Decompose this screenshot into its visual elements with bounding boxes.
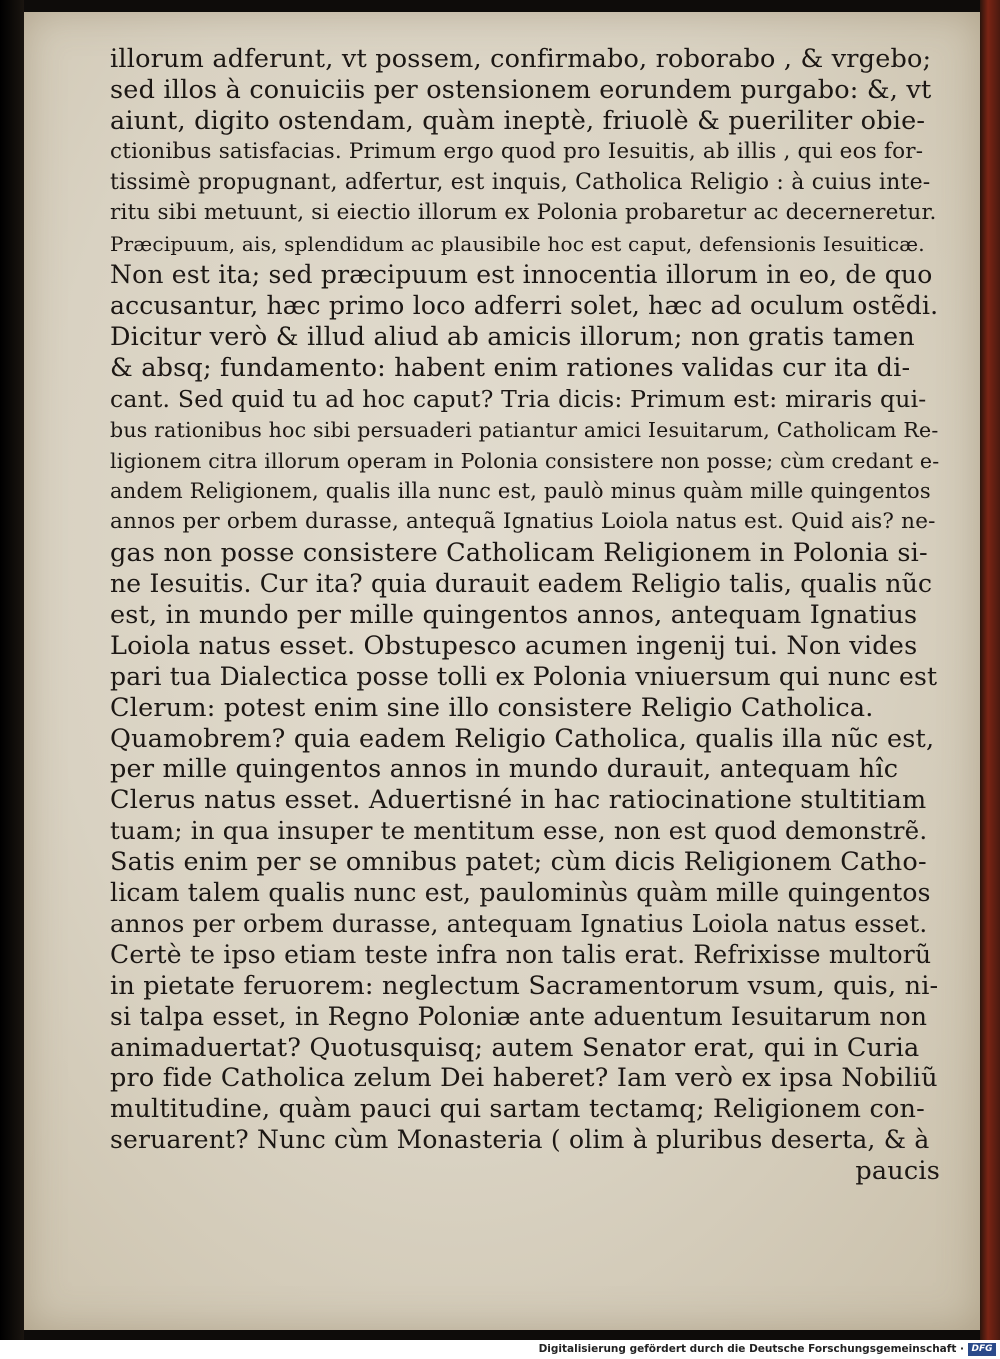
book-spine-edge (980, 0, 1000, 1340)
text-line: Non est ita; sed præcipuum est innocentia illorum in eo, de quo (110, 260, 933, 290)
footer-bar (0, 1340, 1000, 1359)
text-line: pari tua Dialectica posse tolli ex Polonia vniuersum qui nunc est (110, 661, 938, 691)
dfg-logo: DFG (968, 1343, 996, 1356)
text-line: aiunt, digito ostendam, quàm ineptè, friuolè & pueriliter obie- (110, 105, 926, 136)
text-line: multitudine, quàm pauci qui sartam tectamq; Religionem con- (110, 1094, 925, 1125)
text-line: accusantur, hæc primo loco adferri solet, hæc ad oculum ostẽdi. (110, 291, 939, 321)
text-line: sed illos à conuiciis per ostensionem eorundem purgabo: &, vt (110, 74, 932, 105)
funding-notice: Digitalisierung gefördert durch die Deutsche Forschungsgemeinschaft · (538, 1343, 964, 1355)
page-text-block (110, 44, 940, 1187)
text-line: ligionem citra illorum operam in Polonia consistere non posse; cùm credant e- (110, 448, 940, 473)
text-line: animaduertat? Quotusquisq; autem Senator erat, qui in Curia (110, 1032, 920, 1063)
text-line: Loiola natus esset. Obstupesco acumen ingenij tui. Non vides (110, 630, 918, 661)
text-line: Clerus natus esset. Aduertisné in hac ratiocinatione stultitiam (110, 785, 927, 816)
text-line: Quamobrem? quia eadem Religio Catholica, qualis illa nũc est, (110, 723, 935, 754)
scan-left-edge (0, 0, 24, 1340)
text-line: cant. Sed quid tu ad hoc caput? Tria dicis: Primum est: miraris qui- (110, 384, 927, 413)
text-line: & absq; fundamento: habent enim rationes validas cur ita di- (110, 352, 911, 383)
text-line: in pietate feruorem: neglectum Sacramentorum vsum, quis, ni- (110, 970, 939, 1001)
text-line: ctionibus satisfacias. Primum ergo quod pro Iesuitis, ab illis , qui eos for- (110, 138, 924, 164)
text-line: ne Iesuitis. Cur ita? quia durauit eadem Religio talis, qualis nũc (110, 569, 933, 599)
text-line: annos per orbem durasse, antequã Ignatius Loiola natus est. Quid ais? ne- (110, 509, 936, 535)
text-line: si talpa esset, in Regno Poloniæ ante aduentum Iesuitarum non (110, 1001, 928, 1031)
text-line: Certè te ipso etiam teste infra non talis erat. Refrixisse multorũ (110, 939, 932, 969)
text-line: Præcipuum, ais, splendidum ac plausibile hoc est caput, defensionis Iesuiticæ. (110, 232, 925, 257)
text-line: seruarent? Nunc cùm Monasteria ( olim à pluribus deserta, & à (110, 1125, 930, 1155)
text-line: Dicitur verò & illud aliud ab amicis illorum; non gratis tamen (110, 322, 915, 353)
text-line: ritu sibi metuunt, si eiectio illorum ex Polonia probaretur ac decerneretur. (110, 200, 937, 226)
text-line: per mille quingentos annos in mundo durauit, antequam hîc (110, 754, 899, 785)
text-line: gas non posse consistere Catholicam Religionem in Polonia si- (110, 538, 928, 569)
text-line: est, in mundo per mille quingentos annos, antequam Ignatius (110, 600, 918, 631)
catchword: paucis (855, 1156, 940, 1187)
text-line: tissimè propugnant, adfertur, est inquis, Catholica Religio : à cuius inte- (110, 169, 931, 195)
text-line: andem Religionem, qualis illa nunc est, paulò minus quàm mille quingentos (110, 479, 931, 504)
text-line: tuam; in qua insuper te mentitum esse, non est quod demonstrẽ. (110, 816, 928, 846)
text-line: bus rationibus hoc sibi persuaderi patiantur amici Iesuitarum, Catholicam Re- (110, 417, 939, 442)
text-line: pro fide Catholica zelum Dei haberet? Iam verò ex ipsa Nobiliũ (110, 1063, 938, 1094)
text-line: annos per orbem durasse, antequam Ignatius Loiola natus esset. (110, 908, 928, 938)
text-line: illorum adferunt, vt possem, confirmabo, roborabo , & vrgebo; (110, 44, 932, 74)
text-line: Satis enim per se omnibus patet; cùm dicis Religionem Catho- (110, 847, 927, 878)
text-line: Clerum: potest enim sine illo consistere Religio Catholica. (110, 692, 874, 723)
text-line: licam talem qualis nunc est, paulominùs quàm mille quingentos (110, 878, 931, 908)
